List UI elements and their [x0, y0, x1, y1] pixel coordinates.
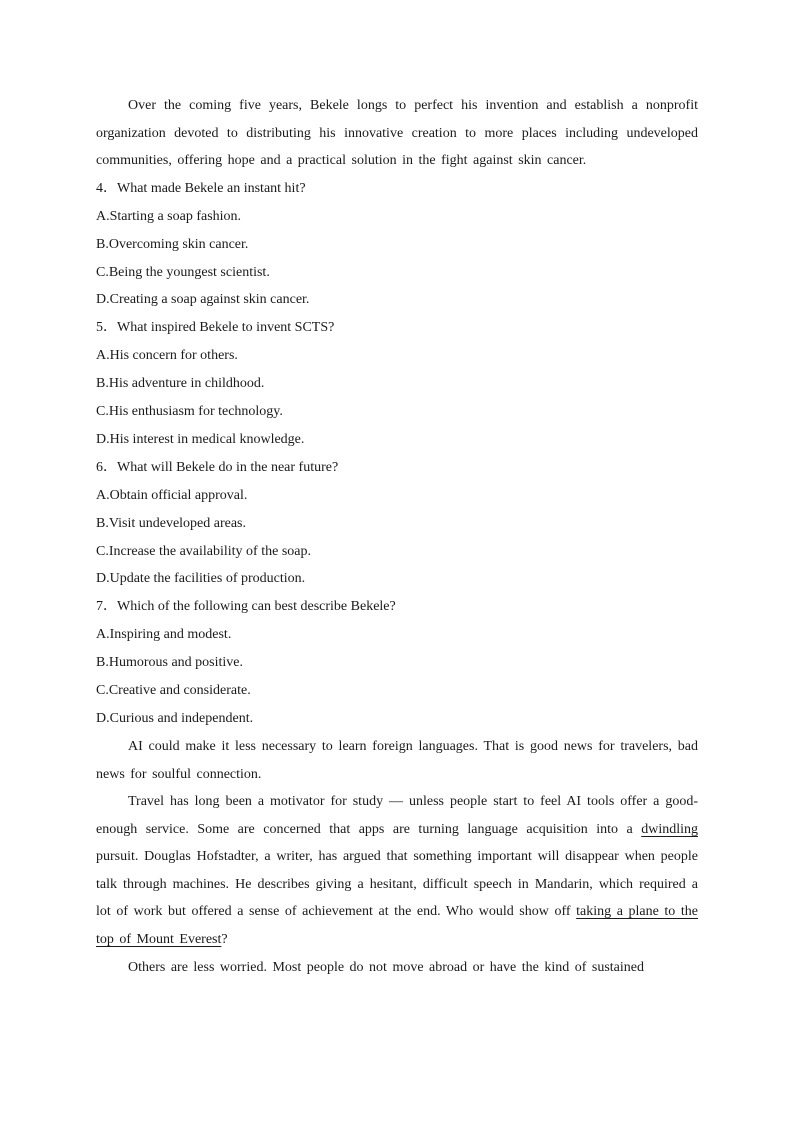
- question-6: [96, 454, 698, 594]
- option-b: B.Visit undeveloped areas.: [96, 515, 247, 531]
- passage-paragraph: Over the coming five years, Bekele longs to perfect his invention and establish a nonprofit organization devoted to distributing his innovative creation to more places including undeveloped communities, offering hope and a practical solution in the fight against skin cancer.: [96, 98, 698, 169]
- passage2-paragraph-1: AI could make it less necessary to learn foreign languages. That is good news for travelers, bad news for soulful connection.: [96, 738, 698, 782]
- question-7: [96, 593, 698, 733]
- option-d: D.Creating a soap against skin cancer.: [96, 292, 310, 308]
- option-c: C.Increase the availability of the soap.: [96, 543, 311, 559]
- option-c: C.His enthusiasm for technology.: [96, 404, 283, 420]
- option-a: A.Starting a soap fashion.: [96, 208, 242, 224]
- passage2-paragraph-3: Others are less worried. Most people do not move abroad or have the kind of sustained: [128, 959, 644, 975]
- option-d: D.His interest in medical knowledge.: [96, 431, 305, 447]
- underlined-phrase-everest: taking a plane to the top of Mount Everest: [96, 904, 698, 948]
- option-a: A.Inspiring and modest.: [96, 627, 232, 643]
- document-page: [96, 92, 698, 981]
- question-prompt: 7．Which of the following can best describe Bekele?: [96, 599, 396, 615]
- question-prompt: 5．What inspired Bekele to invent SCTS?: [96, 320, 335, 336]
- paragraph-text: Travel has long been a motivator for study — unless people start to feel AI tools offer a good-enough service. Some are concerned that apps are turning language acquisition into a: [96, 794, 698, 837]
- question-4: [96, 175, 698, 315]
- option-c: C.Being the youngest scientist.: [96, 264, 270, 280]
- option-d: D.Update the facilities of production.: [96, 571, 306, 587]
- question-prompt: 6．What will Bekele do in the near future?: [96, 459, 339, 475]
- paragraph-text: pursuit. Douglas Hofstadter, a writer, has argued that something important will disappear when people talk through machines. He describes giving a hesitant, difficult speech in Mandarin, which required a lot of work but offered a sense of achievement at the end. Who would show off: [96, 849, 698, 920]
- question-prompt: 4．What made Bekele an instant hit?: [96, 180, 306, 196]
- option-a: A.Obtain official approval.: [96, 487, 248, 503]
- option-d: D.Curious and independent.: [96, 711, 254, 726]
- underlined-word-dwindling: dwindling: [641, 821, 698, 837]
- option-b: B.Overcoming skin cancer.: [96, 236, 249, 252]
- option-c: C.Creative and considerate.: [96, 683, 251, 699]
- option-a: A.His concern for others.: [96, 348, 238, 364]
- option-b: B.Humorous and positive.: [96, 655, 243, 671]
- paragraph-text: ?: [221, 932, 228, 948]
- passage2-paragraph-2: [96, 788, 698, 954]
- option-b: B.His adventure in childhood.: [96, 376, 265, 392]
- question-5: [96, 314, 698, 454]
